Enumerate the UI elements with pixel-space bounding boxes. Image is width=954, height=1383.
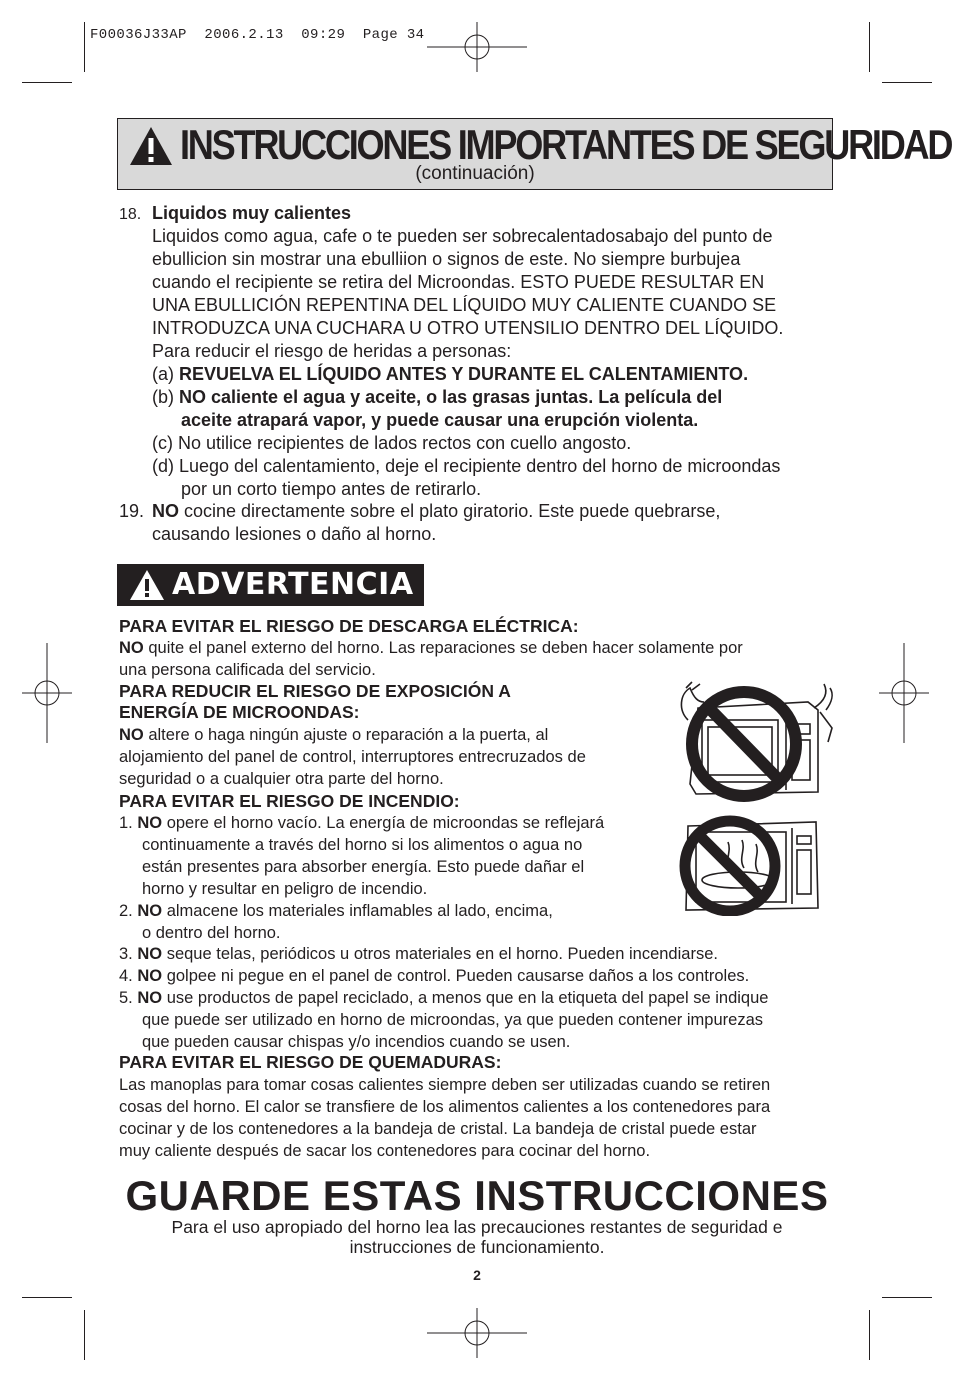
- item-line: causando lesiones o daño al horno.: [152, 524, 437, 544]
- closing-title: GUARDE ESTAS INSTRUCCIONES: [125, 1172, 829, 1219]
- safety-header: [117, 118, 952, 190]
- list-item: 3. NO seque telas, periódicos u otros materiales en el horno. Pueden incendiarse.: [119, 945, 718, 963]
- sub-item-d: (d) Luego del calentamiento, deje el recipiente dentro del horno de microondas: [152, 456, 781, 476]
- item-number: 18.: [119, 206, 142, 223]
- list-item: que puede ser utilizado en horno de microondas, ya que pueden contener impurezas: [142, 1011, 763, 1029]
- item-title: Liquidos muy calientes: [152, 203, 352, 223]
- item-number: 19.: [119, 501, 145, 521]
- sub-item-b: aceite atrapará vapor, y puede causar una erupción violenta.: [181, 410, 699, 430]
- no-disassemble-microwave-icon: [668, 680, 836, 806]
- sub-item-a: (a) REVUELVA EL LÍQUIDO ANTES Y DURANTE EL CALENTAMIENTO.: [152, 364, 749, 384]
- registration-mark-icon: [427, 1308, 527, 1358]
- crop-mark: [22, 82, 72, 83]
- section-line: NO altere o haga ningún ajuste o reparación a la puerta, al: [119, 726, 549, 744]
- list-item: o dentro del horno.: [142, 924, 281, 942]
- page-subtitle: (continuación): [415, 163, 535, 184]
- sub-item-c: (c) No utilice recipientes de lados rectos con cuello angosto.: [152, 433, 632, 453]
- registration-mark-icon: [22, 643, 72, 743]
- section-line: Las manoplas para tomar cosas calientes siempre deben ser utilizadas cuando se retiren: [119, 1076, 771, 1094]
- section-line: NO quite el panel externo del horno. Las reparaciones se deben hacer solamente por: [119, 639, 743, 657]
- no-empty-operation-icon: [672, 812, 822, 916]
- crop-mark: [869, 1310, 870, 1360]
- section-heading: PARA EVITAR EL RIESGO DE QUEMADURAS:: [119, 1052, 502, 1072]
- sub-item-b: (b) NO caliente el agua y aceite, o las grasas juntas. La película del: [152, 387, 723, 407]
- warning-banner: [117, 564, 424, 606]
- crop-mark: [882, 82, 932, 83]
- section-line: cocinar y de los contenedores a la bandeja de cristal. La bandeja de cristal puede estar: [119, 1120, 757, 1138]
- item-line: INTRODUZCA UNA CUCHARA U OTRO UTENSILIO DENTRO DEL LÍQUIDO.: [152, 318, 784, 338]
- crop-mark: [882, 1297, 932, 1298]
- list-item: 2. NO almacene los materiales inflamables al lado, encima,: [119, 902, 553, 920]
- registration-mark-icon: [879, 643, 929, 743]
- section-line: una persona calificada del servicio.: [119, 661, 376, 679]
- warning-triangle-icon: [128, 125, 174, 167]
- section-line: alojamiento del panel de control, interruptores entrecruzados de: [119, 748, 586, 766]
- item-line: Liquidos como agua, cafe o te pueden ser sobrecalentadosabajo del punto de: [152, 226, 773, 246]
- section-line: cosas del horno. El calor se transfiere de los alimentos calientes a los contenedores para: [119, 1098, 771, 1116]
- item-line: ebullicion sin mostrar una ebulliion o signos de este. No siempre burbujea: [152, 249, 741, 269]
- section-heading: ENERGÍA DE MICROONDAS:: [119, 702, 360, 722]
- item-line: NO cocine directamente sobre el plato giratorio. Este puede quebrarse,: [152, 501, 721, 521]
- list-item: horno y resultar en peligro de incendio.: [142, 880, 428, 898]
- crop-mark: [84, 1310, 85, 1360]
- section-line: seguridad o a cualquier otra parte del horno.: [119, 770, 444, 788]
- item-line: cuando el recipiente se retira del Microondas. ESTO PUEDE RESULTAR EN: [152, 272, 765, 292]
- list-item: están presentes para absorber energía. Esto puede dañar el: [142, 858, 585, 876]
- list-item: 4. NO golpee ni pegue en el panel de control. Pueden causarse daños a los controles.: [119, 967, 750, 985]
- sub-item-d: por un corto tiempo antes de retirarlo.: [181, 479, 482, 499]
- page-number: 2: [473, 1267, 481, 1283]
- list-item: que pueden causar chispas y/o incendios cuando se usen.: [142, 1033, 571, 1051]
- page-title: INSTRUCCIONES IMPORTANTES DE SEGURIDAD: [180, 121, 952, 168]
- section-heading: PARA EVITAR EL RIESGO DE INCENDIO:: [119, 791, 460, 811]
- warning-triangle-icon: [129, 569, 165, 601]
- list-item: continuamente a través del horno si los alimentos o agua no: [142, 836, 583, 854]
- crop-mark: [869, 22, 870, 72]
- closing-note: Para el uso apropiado del horno lea las precauciones restantes de seguridad e: [171, 1217, 783, 1237]
- crop-mark: [22, 1297, 72, 1298]
- warning-label: ADVERTENCIA: [172, 567, 414, 602]
- section-line: muy caliente después de sacar los contenedores para cocinar del horno.: [119, 1142, 651, 1160]
- closing-note: instrucciones de funcionamiento.: [349, 1237, 605, 1257]
- list-item: 1. NO opere el horno vacío. La energía de microondas se reflejará: [119, 814, 605, 832]
- section-heading: PARA EVITAR EL RIESGO DE DESCARGA ELÉCTRICA:: [119, 616, 579, 636]
- item-line: UNA EBULLICIÓN REPENTINA DEL LÍQUIDO MUY CALIENTE CUANDO SE: [152, 295, 777, 315]
- section-heading: PARA REDUCIR EL RIESGO DE EXPOSICIÓN A: [119, 681, 511, 701]
- item-line: Para reducir el riesgo de heridas a personas:: [152, 341, 512, 361]
- print-slug: F00036J33AP 2006.2.13 09:29 Page 34: [90, 27, 425, 43]
- crop-mark: [84, 22, 85, 72]
- list-item: 5. NO use productos de papel reciclado, a menos que en la etiqueta del papel se indique: [119, 989, 769, 1007]
- registration-mark-icon: [427, 22, 527, 72]
